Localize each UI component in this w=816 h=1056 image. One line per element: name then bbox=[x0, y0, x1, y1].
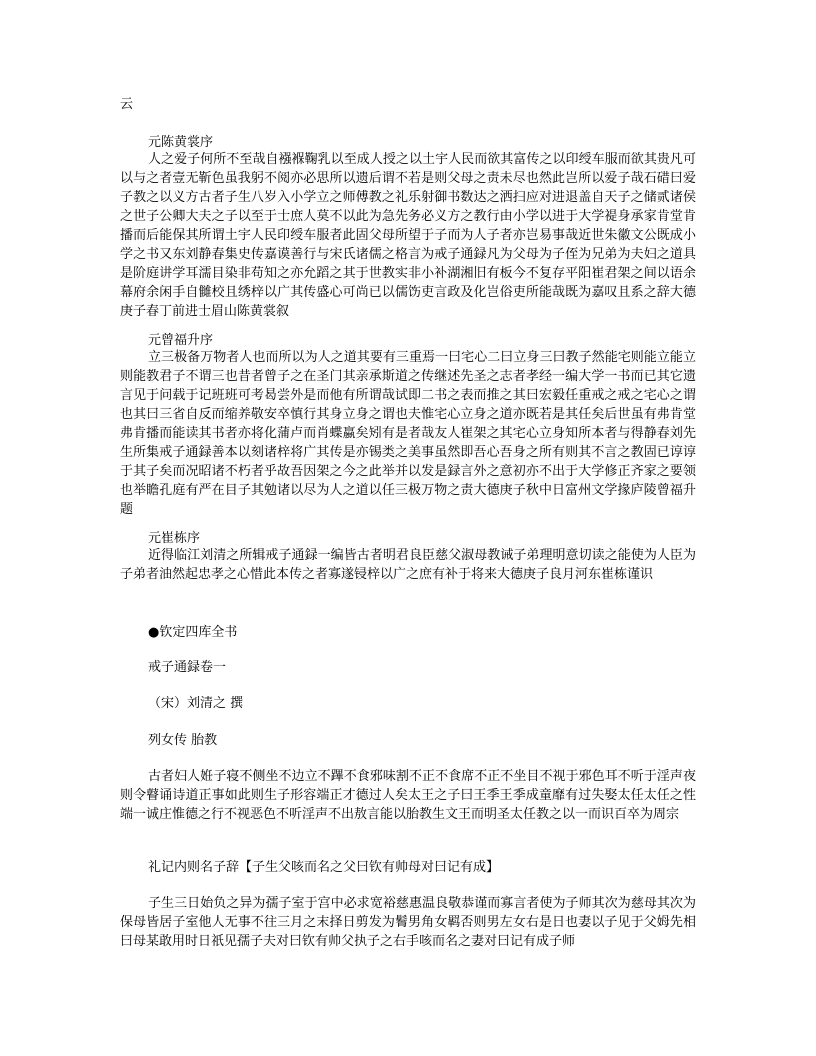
preface-body-cui: 近得临江刘清之所辑戒子通録一编皆古者明君良臣慈父淑母教诫子弟理明意切读之能使为人臣为子弟者油然起忠孝之心惜此本传之者寡遂锓梓以广之庶有补于将来大德庚子良月河东崔栋谨识 bbox=[120, 548, 696, 582]
book-title: 戒子通録卷一 bbox=[148, 660, 227, 675]
preface-heading-chen: 元陈黄裳序 bbox=[148, 135, 214, 150]
preface-heading-zeng: 元曾福升序 bbox=[148, 333, 214, 348]
library-title: ●钦定四库全书 bbox=[148, 625, 238, 640]
rite-body: 子生三日始负之异为孺子室于宫中必求宽裕慈惠温良敬恭谨而寡言者使为子师其次为慈母其次为保母皆居子室他人无事不往三月之末择日剪发为鬌男角女羁否则男左女右是日也妻以子见于父姆先相曰母某敢用时日祇见孺子夫对曰钦有帅父执子之右手咳而名之妻对曰记有成子师 bbox=[120, 896, 696, 949]
rite-heading: 礼记内则名子辞【子生父咳而名之父曰钦有帅母对曰记有成】 bbox=[148, 860, 500, 875]
opening-fragment: 云 bbox=[120, 97, 134, 112]
chapter-title: 列女传 胎教 bbox=[148, 733, 218, 748]
chapter-body: 古者妇人姙子寝不侧坐不边立不蹕不食邪味割不正不食席不正不坐目不视于邪色耳不听于淫声夜则令瞽诵诗道正事如此则生子形容端正才德过人矣太王之子曰王季王季成童靡有过失娶太任太任之性端一诚庄惟德之行不视恶色不听淫声不出敖言能以胎教生文王而明圣太任教之以一而识百卒为周宗 bbox=[120, 769, 696, 822]
author-line: （宋）刘清之 撰 bbox=[148, 696, 244, 711]
preface-body-zeng: 立三极备万物者人也而所以为人之道其要有三重焉一曰宅心二曰立身三曰教子然能宅则能立能立则能教君子不谓三也昔者曾子之在圣门其亲承斯道之传继述先圣之志者孝经一编大学一书而已其它遗言见于问载于记班班可考曷尝外是而他有所谓哉试即二书之表而推之其曰宏毅任重戒之戒之宅心之谓也其曰三省自反而缩养敬安卒慎行其身立身之谓也夫惟宅心立身之道亦既若是其任矣后世虽有弗肯堂弗肯播而能读其书者亦将化蒲卢而肖蝶蠃矣矧有是者哉友人崔架之其宅心立身知所本者与得静春刘先生所集戒子通録善本以刻诸梓将广其传是亦锡类之美事虽然即吾心吾身之所有则其不言之教固已谆谆于其子矣而况昭诸不朽者乎故吾因架之今之此举并以发是録言外之意初亦不出于大学修正齐家之要领也举瞻孔庭有严在目子其勉诸以尽为人之道以任三极万物之责大德庚子秋中日富州文学掾庐陵曾福升题 bbox=[120, 350, 696, 517]
preface-body-chen: 人之爱子何所不至哉自襁褓鞠乳以至成人授之以土宇人民而欲其富传之以印绶车服而欲其贵凡可以与之者壹无靳色虽我躬不阅亦必思所以遗后谓不若是则父母之责未尽也然此岂所以爱子哉石碏曰爱子教之以义方古者子生八岁入小学立之师傅教之礼乐射御书数达之洒扫应对进退盖自天子之储贰诸侯之世子公卿大夫之子以至于士庶人莫不以此为急先务必义方之教行由小学以进于大学褆身承家肯堂肯播而后能保其所谓土宇人民印绶车服者此固父母所望于子而为人子者亦岂易事哉近世朱徽文公既成小学之书又东刘静春集史传嘉谟善行与宋氏诸儒之格言为戒子通録凡为父母为子侄为兄弟为夫妇之道具是阶庭讲学耳濡目染非苟知之亦允蹈之其于世教实非小补湖湘旧有板今不复存平阳崔君架之间以语余幕府余闲手自雠校且绣梓以广其传盛心可尚已以儒饬吏言政及化岂俗吏所能哉既为嘉叹且系之辞大德庚子春丁前进士眉山陈黄裳叙 bbox=[120, 152, 696, 319]
preface-heading-cui: 元崔栋序 bbox=[148, 531, 201, 546]
